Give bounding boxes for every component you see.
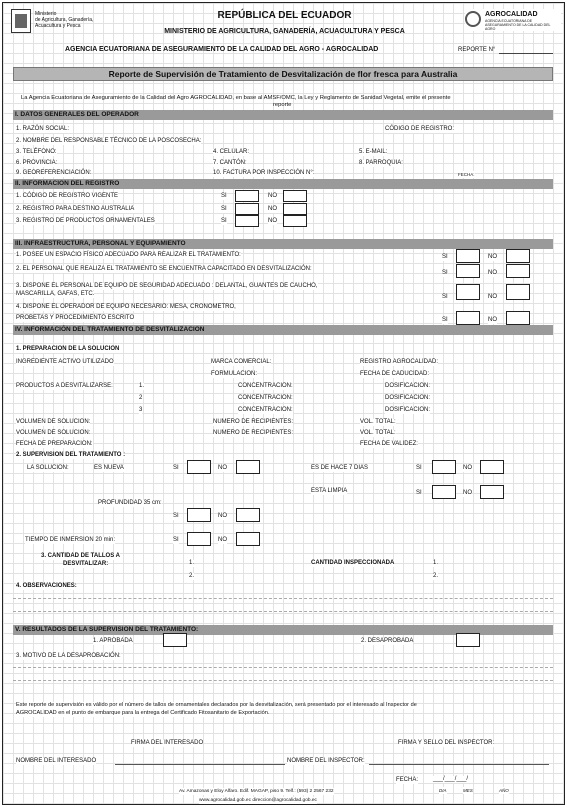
si-label: SI — [442, 270, 448, 276]
fecha-label: FECHA: — [396, 777, 419, 783]
q2-si-box[interactable] — [456, 264, 480, 278]
esta-limpia-label: ESTA LIMPIA — [311, 488, 348, 494]
factura-fecha-label: FECHA: — [458, 172, 475, 177]
volumen-label-1: VOLUMEN DE SOLUCION: — [16, 419, 91, 425]
no-label: NO — [463, 490, 472, 496]
desaprobada-box[interactable] — [456, 633, 480, 647]
registro-australia-si-box[interactable] — [235, 203, 259, 215]
no-label: NO — [218, 465, 227, 471]
intro-text-2: reporte — [273, 102, 292, 108]
q4-si-box[interactable] — [456, 311, 480, 325]
aprobada-label: 1. APROBADA — [93, 638, 133, 644]
nombre-inspector-label: NOMBRE DEL INSPECTOR: — [287, 758, 365, 764]
registro-ornamentales-no-box[interactable] — [283, 215, 307, 227]
la-solucion-label: LA SOLUCION: — [27, 465, 69, 471]
agency-title: AGENCIA ECUATORIANA DE ASEGURAMIENTO DE LA CALIDAD DEL AGRO - AGROCALIDAD — [65, 46, 379, 53]
parroquia-label: 8. PARROQUIA: — [359, 160, 403, 166]
firma-interesado-label: FIRMA DEL INTERESADO — [131, 740, 204, 746]
report-number-line[interactable] — [499, 53, 553, 54]
preparacion-heading: 1. PREPARACION DE LA SOLUCION — [16, 346, 120, 352]
motivo-line-2[interactable] — [13, 680, 553, 681]
no-label: NO — [488, 254, 497, 260]
logo-line-1: Ministerio — [35, 11, 57, 17]
tiempo-inmersion-label: TIEMPO DE INMERSION 20 min: — [25, 537, 116, 543]
registro-agrocalidad-label: REGISTRO AGROCALIDAD: — [360, 359, 439, 365]
si-label: SI — [221, 193, 227, 199]
cantidad-tallos-label: 3. CANTIDAD DE TALLOS A — [41, 553, 120, 559]
profundidad-no-box[interactable] — [236, 508, 260, 522]
registro-australia-no-box[interactable] — [283, 203, 307, 215]
no-label: NO — [218, 537, 227, 543]
si-label: SI — [442, 317, 448, 323]
factura-label: 10. FACTURA POR INSPECCIÓN N°: — [213, 170, 315, 176]
q4-no-box[interactable] — [506, 311, 530, 325]
si-label: SI — [416, 465, 422, 471]
q4-label-cont: PROBETAS Y PROCEDIMIENTO ESCRITO — [16, 315, 135, 321]
fecha-validez-label: FECHA DE VALIDEZ: — [360, 441, 418, 447]
firma-inspector-label: FIRMA Y SELLO DEL INSPECTOR: — [398, 740, 495, 746]
email-label: 5. E-MAIL: — [359, 149, 388, 155]
registro-vigente-no-box[interactable] — [283, 190, 307, 202]
voltotal-label-1: VOL. TOTAL: — [360, 419, 396, 425]
dosificacion-label-3: DOSIFICACION: — [385, 407, 431, 413]
registro-vigente-label: 1. CÓDIGO DE REGISTRO VIGENTE — [16, 193, 119, 199]
q3-label: 3. DISPONE EL PERSONAL DE EQUIPO DE SEGURIDAD ADECUADO : DELANTAL, GUANTES DE CAUCHO, — [16, 283, 318, 289]
no-label: NO — [218, 513, 227, 519]
q1-label: 1. POSEE UN ESPACIO FÍSICO ADECUADO PARA REALIZAR EL TRATAMIENTO: — [16, 252, 241, 258]
profundidad-si-box[interactable] — [187, 508, 211, 522]
concentracion-label-2: CONCENTRACION: — [238, 395, 293, 401]
no-label: NO — [268, 218, 277, 224]
motivo-line-1[interactable] — [13, 667, 553, 668]
supervision-heading: 2. SUPERVISION DEL TRATAMIENTO : — [16, 452, 126, 458]
recipientes-label-2: NUMERO DE RECIPIENTES: — [213, 430, 294, 436]
footer-address: Av. Amazonas y Eloy Alfaro. Edif. MAGAP, piso 9. Telf.: (593) 2 2567 232 — [179, 789, 334, 794]
razon-social-label: 1. RAZÓN SOCIAL: — [16, 126, 70, 132]
logo-line-2: de Agricultura, Ganadería, — [35, 17, 94, 23]
dia-label: DIA — [439, 788, 447, 793]
hace-7-dias-si-box[interactable] — [432, 460, 456, 474]
dosificacion-label-1: DOSIFICACION: — [385, 383, 431, 389]
no-label: NO — [268, 193, 277, 199]
desaprobada-label: 2. DESAPROBADA — [361, 638, 414, 644]
agrocalidad-logo-subtitle: AGENCIA ECUATORIANA DE ASEGURAMIENTO DE LA CALIDAD DEL AGRO — [485, 19, 551, 31]
no-label: NO — [488, 294, 497, 300]
hace-7-dias-label: ES DE HACE 7 DIAS — [311, 465, 369, 471]
logo-line-3: Acuacultura y Pesca — [35, 23, 81, 29]
registro-ornamentales-si-box[interactable] — [235, 215, 259, 227]
observaciones-line-1[interactable] — [13, 598, 553, 599]
recipientes-label-1: NUMERO DE RECIPIENTES: — [213, 419, 294, 425]
si-label: SI — [221, 206, 227, 212]
si-label: SI — [221, 218, 227, 224]
es-nueva-label: ES NUEVA — [94, 465, 124, 471]
q2-label: 2. EL PERSONAL QUE REALIZA EL TRATAMIENTO SE ENCUENTRA CAPACITADO EN DESVITALIZACIÓN: — [16, 266, 312, 272]
dosificacion-label-2: DOSIFICACION: — [385, 395, 431, 401]
cantidad-num-1: 1. — [189, 560, 195, 566]
si-label: SI — [442, 254, 448, 260]
producto-num-3: 3 — [139, 407, 143, 413]
nombre-interesado-label: NOMBRE DEL INTERESADO — [16, 758, 97, 764]
section-3-header: III. INFRAESTRUCTURA, PERSONAL Y EQUIPAMIENTO — [13, 239, 553, 249]
inspeccionada-num-1: 1. — [433, 560, 439, 566]
codigo-registro-label: CÓDIGO DE REGISTRO: — [385, 126, 455, 132]
voltotal-label-2: VOL. TOTAL: — [360, 430, 396, 436]
hace-7-dias-no-box[interactable] — [480, 460, 504, 474]
concentracion-label-1: CONCENTRACION: — [238, 383, 293, 389]
section-5-header: V. RESULTADOS DE LA SUPERVISION DEL TRATAMIENTO: — [13, 625, 553, 635]
cantidad-tallos-label-cont: DESVITALIZAR: — [63, 561, 109, 567]
es-nueva-no-box[interactable] — [236, 460, 260, 474]
republic-title: REPÚBLICA DEL ECUADOR — [217, 10, 352, 21]
registro-australia-label: 2. REGISTRO PARA DESTINO AUSTRALIA — [16, 206, 135, 212]
q1-no-box[interactable] — [506, 249, 530, 263]
si-label: SI — [416, 490, 422, 496]
formulacion-label: FORMULACION: — [211, 371, 258, 377]
ministry-title: MINISTERIO DE AGRICULTURA, GANADERÍA, ACUACULTURA Y PESCA — [164, 28, 405, 35]
cantidad-num-2: 2. — [189, 573, 195, 579]
q2-no-box[interactable] — [506, 264, 530, 278]
si-label: SI — [173, 537, 179, 543]
esta-limpia-si-box[interactable] — [432, 485, 456, 499]
fecha-preparacion-label: FECHA DE PREPARACION: — [16, 441, 93, 447]
provincia-label: 6. PROVINCIA: — [16, 160, 58, 166]
ingrediente-label: INGREDIENTE ACTIVO UTILIZADO — [16, 359, 114, 365]
inmersion-si-box[interactable] — [187, 532, 211, 546]
fecha-slots[interactable]: ___/___/___/ — [433, 776, 469, 782]
footer-note-2: AGROCALIDAD en el punto de embarque para la entrega del Certificado Fitosanitario de Exportación. — [16, 710, 270, 716]
report-number-label: REPORTE N° — [458, 47, 496, 53]
aprobada-box[interactable] — [163, 633, 187, 647]
concentracion-label-3: CONCENTRACION: — [238, 407, 293, 413]
esta-limpia-no-box[interactable] — [480, 485, 504, 499]
form-page — [2, 2, 565, 805]
si-label: SI — [173, 513, 179, 519]
telefono-label: 3. TELÉFONO: — [16, 149, 57, 155]
es-nueva-si-box[interactable] — [187, 460, 211, 474]
anio-label: AÑO — [499, 788, 509, 793]
section-1-header: I. DATOS GENERALES DEL OPERADOR — [13, 110, 553, 120]
responsable-label: 2. NOMBRE DEL RESPONSABLE TÉCNICO DE LA POSCOSECHA: — [16, 138, 202, 144]
nombre-inspector-line[interactable] — [369, 764, 549, 765]
report-title-banner: Reporte de Supervisión de Tratamiento de Desvitalización de flor fresca para Australia — [13, 67, 553, 81]
q3-si-box[interactable] — [456, 284, 480, 300]
footer-note-1: Este reporte de supervisión es válido por el número de tallos de ornamentales declarados por la desvitalización, será presentado por el interesado al Inspector de — [16, 702, 417, 708]
section-2-header: II. INFORMACION DEL REGISTRO — [13, 179, 553, 189]
productos-label: PRODUCTOS A DESVITALIZARSE: — [16, 383, 113, 389]
marca-label: MARCA COMERCIAL: — [211, 359, 272, 365]
observaciones-line-2[interactable] — [13, 611, 553, 612]
producto-num-2: 2 — [139, 395, 143, 401]
caducidad-label: FECHA DE CADUCIDAD: — [360, 371, 430, 377]
no-label: NO — [488, 270, 497, 276]
q1-si-box[interactable] — [456, 249, 480, 263]
mes-label: MES — [463, 788, 473, 793]
observaciones-label: 4. OBSERVACIONES: — [16, 583, 77, 589]
canton-label: 7. CANTÓN: — [213, 160, 247, 166]
inspeccionada-num-2: 2. — [433, 573, 439, 579]
si-label: SI — [442, 294, 448, 300]
profundidad-label: PROFUNDIDAD 35 cm: — [98, 500, 162, 506]
q3-no-box[interactable] — [506, 284, 530, 300]
inmersion-no-box[interactable] — [236, 532, 260, 546]
motivo-label: 3. MOTIVO DE LA DESAPROBACIÓN: — [16, 653, 121, 659]
no-label: NO — [488, 317, 497, 323]
q3-label-cont: MASCARILLA, GAFAS, ETC. — [16, 291, 95, 297]
agrocalidad-logo-title: AGROCALIDAD — [485, 11, 538, 18]
producto-num-1: 1. — [139, 383, 145, 389]
intro-text: La Agencia Ecuatoriana de Aseguramiento de la Calidad del Agro AGROCALIDAD, en base al AMSF/OMC, la Ley y Reglamento de Sanidad Vegetal, emite el presente — [21, 95, 451, 101]
si-label: SI — [173, 465, 179, 471]
section-4-header: IV. INFORMACIÓN DEL TRATAMIENTO DE DESVITALIZACION — [13, 325, 553, 335]
footer-web: www.agrocalidad.gob.ec direccion@agrocalidad.gob.ec — [199, 798, 317, 803]
registro-ornamentales-label: 3. REGISTRO DE PRODUCTOS ORNAMENTALES — [16, 218, 155, 224]
cantidad-inspeccionada-label: CANTIDAD INSPECCIONADA — [311, 560, 395, 566]
no-label: NO — [268, 206, 277, 212]
volumen-label-2: VOLUMEN DE SOLUCION: — [16, 430, 91, 436]
q4-label: 4. DISPONE EL OPERADOR DE EQUIPO NECESARIO: MESA, CRONOMETRO, — [16, 304, 236, 310]
celular-label: 4. CELULAR: — [213, 149, 250, 155]
nombre-interesado-line[interactable] — [115, 764, 285, 765]
georeferenciacion-label: 9. GEOREFERENCIACIÓN: — [16, 170, 92, 176]
registro-vigente-si-box[interactable] — [235, 190, 259, 202]
no-label: NO — [463, 465, 472, 471]
